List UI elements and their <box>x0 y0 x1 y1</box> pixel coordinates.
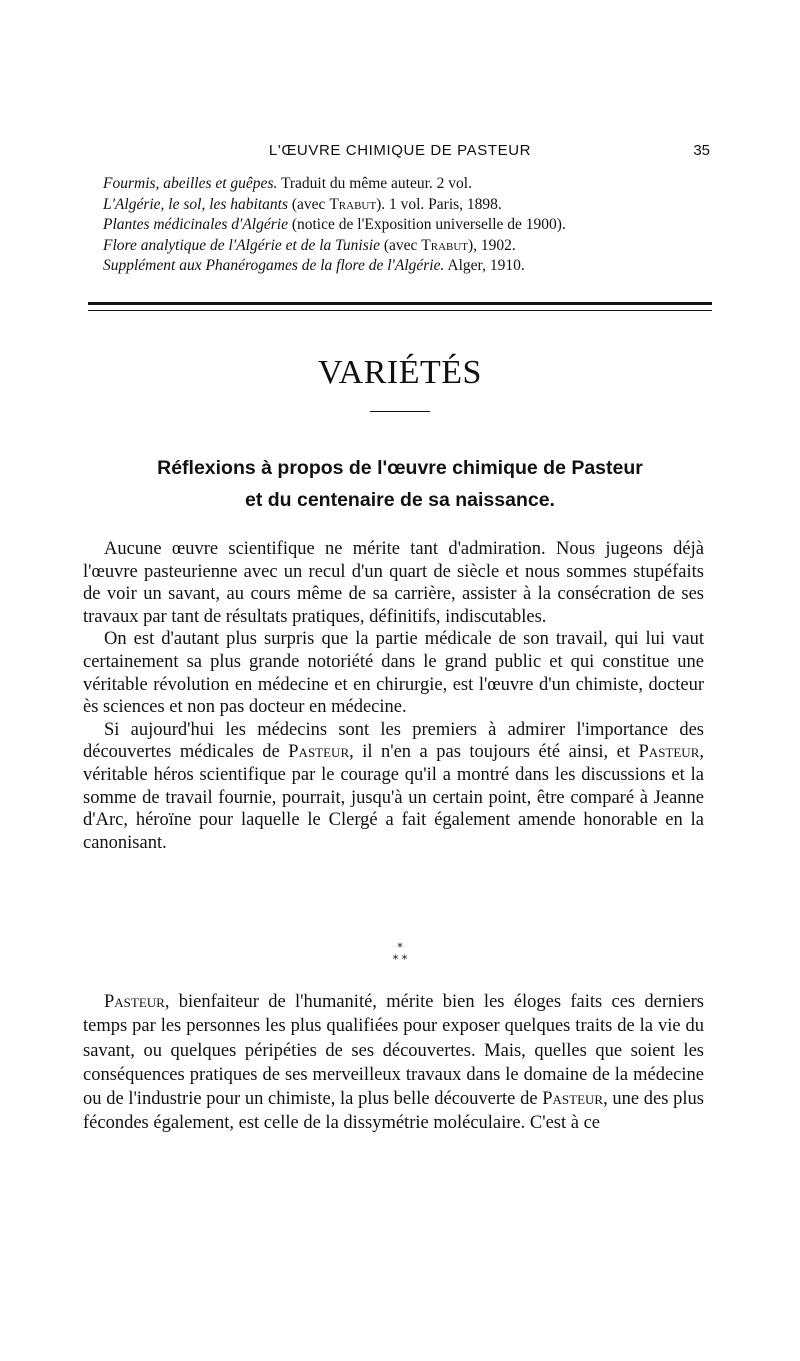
ref-detail: Alger, 1910. <box>444 257 525 274</box>
ref-detail: (avec <box>379 236 422 254</box>
text-run: , véritable héros scientifique par le courage qu'il a montré dans les discussions et la somme de travail fournie, pourrait, jusqu'à un certain point, être comparé à Jeanne d'Arc, héroïne pour laquelle le Clergé a fait également amende honorable en la canonisant. <box>83 742 704 853</box>
article-title <box>0 452 800 516</box>
bibliography-entry <box>103 195 723 216</box>
paragraph: On est d'autant plus surpris que la partie médicale de son travail, qui lui vaut certainement sa plus grande notoriété dans le grand public et qui constitue une véritable révolution en médecine et en chirurgie, est l'œuvre d'un chimiste, docteur ès sciences et non pas docteur en médecine. <box>83 629 704 718</box>
paragraph: Aucune œuvre scientifique ne mérite tant d'admiration. Nous jugeons déjà l'œuvre pasteurienne avec un recul d'un quart de siècle et nous sommes stupéfaits de voir un savant, au cours même de sa carrière, assister à la consécration de ses travaux par tant de résultats pratiques, définitifs, indiscutables. <box>83 539 704 627</box>
paragraph <box>83 719 704 855</box>
running-head-title: L'ŒUVRE CHIMIQUE DE PASTEUR <box>268 142 532 159</box>
bibliography-entry <box>103 256 723 277</box>
ref-title: Supplément aux Phanérogames de la flore de l'Algérie. <box>103 257 445 274</box>
text-run: Si aujourd'hui les médecins sont les premiers à admirer l'importance des découvertes médicales de <box>83 719 704 763</box>
ref-title: Plantes médicinales d'Algérie <box>103 216 288 233</box>
asterism-separator <box>0 942 800 966</box>
text-run: , il n'en a pas toujours été ainsi, et <box>349 742 639 763</box>
name-pasteur: Pasteur <box>288 742 350 763</box>
article-body <box>83 538 704 854</box>
title-underline <box>370 411 430 412</box>
text-run: , bienfaiteur de l'humanité, mérite bien les éloges faits ces derniers temps par les personnes les plus qualifiées pour exposer quelques traits de la vie du savant, ou quelques péripéties de ses découvertes. Mais, quelles que soient les conséquences pratiques de ses merveilleux travaux dans le domaine de la médecine ou de l'industrie pour un chimiste, la plus belle découverte de <box>83 992 704 1110</box>
bibliography-list <box>103 174 723 277</box>
name-pasteur: Pasteur <box>542 1089 604 1110</box>
ref-title: Fourmis, abeilles et guêpes. <box>103 175 278 192</box>
ref-coauthor: Trabut <box>421 236 469 254</box>
text-run: , une des plus fécondes également, est celle de la dissymétrie moléculaire. C'est à ce <box>83 1089 704 1134</box>
asterism-bottom: * * <box>392 953 408 966</box>
ref-coauthor: Trabut <box>329 195 377 213</box>
paragraph <box>83 990 704 1136</box>
ref-detail: Traduit du même auteur. 2 vol. <box>277 175 472 192</box>
article-body-continued <box>83 990 704 1136</box>
name-pasteur: Pasteur <box>638 742 700 763</box>
bibliography-entry <box>103 174 723 195</box>
bibliography-entry <box>103 215 723 236</box>
page-number: 35 <box>693 142 710 159</box>
ref-detail: (avec <box>288 195 330 213</box>
section-title: VARIÉTÉS <box>318 354 482 391</box>
ref-detail: (notice de l'Exposition universelle de 1900). <box>287 216 566 233</box>
ref-detail: ), 1902. <box>468 236 516 254</box>
name-pasteur: Pasteur <box>104 992 165 1012</box>
ref-title: Flore analytique de l'Algérie et de la Tunisie <box>103 236 380 254</box>
article-title-line-1: Réflexions à propos de l'œuvre chimique de Pasteur <box>157 457 643 479</box>
running-head <box>90 142 710 164</box>
section-divider-thick <box>88 302 712 305</box>
section-divider-thin <box>88 310 712 311</box>
ref-title: L'Algérie, le sol, les habitants <box>103 195 289 213</box>
asterism-top: * <box>397 941 403 954</box>
ref-detail: ). 1 vol. Paris, 1898. <box>376 195 502 213</box>
bibliography-entry <box>103 236 723 257</box>
article-title-line-2: et du centenaire de sa naissance. <box>245 489 555 511</box>
